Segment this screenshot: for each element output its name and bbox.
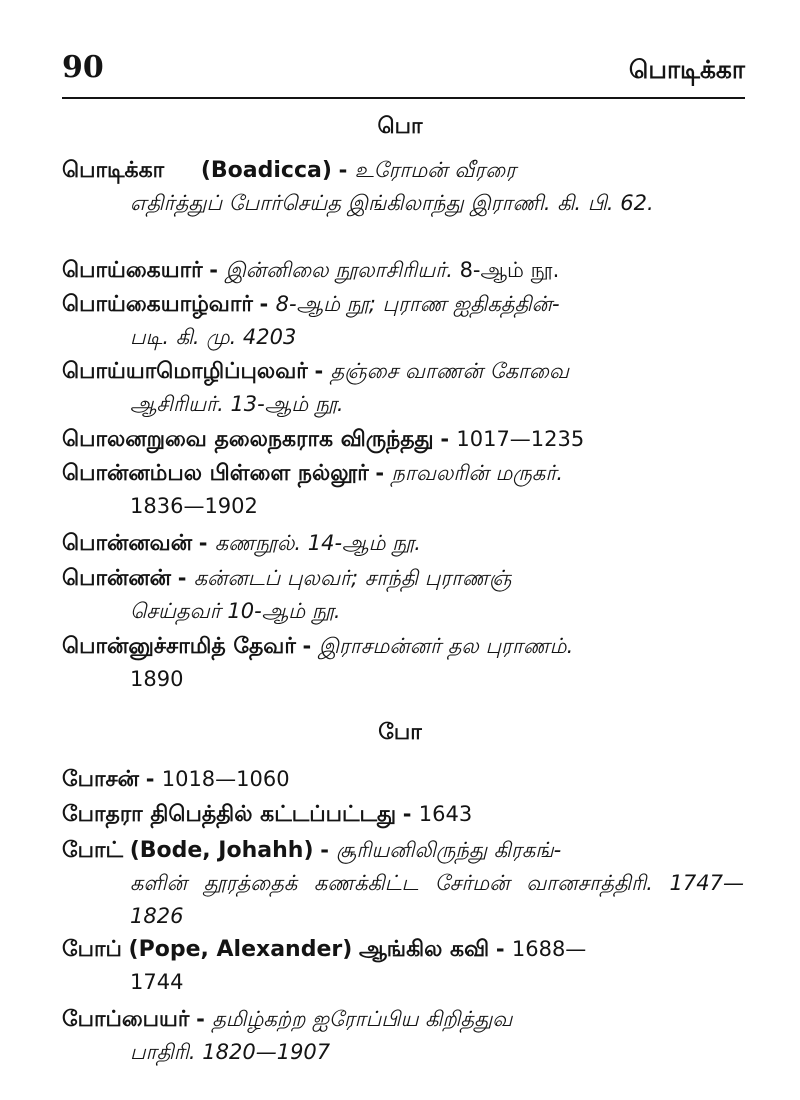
entry-ponnambala-pillai: பொன்னம்பல பிள்ளை நல்லூர் - நாவலரின் மருகர். 1836—1902	[62, 457, 744, 523]
entry-continuation: களின் தூரத்தைக் கணக்கிட்ட சேர்மன் வானசாத்திரி. 1747—1826	[130, 871, 744, 928]
entry-ponnan: பொன்னன் - கன்னடப் புலவர்; சாந்தி புராணஞ் செய்தவர் 10-ஆம் நூ.	[62, 562, 744, 628]
entry-headword: போட்	[62, 838, 123, 863]
entry-podikka: பொடிக்கா (Boadicca) - உரோமன் வீரரை எதிர்த்துப் போர்செய்த இங்கிலாந்து இராணி. கி. பி. 62.	[62, 154, 744, 220]
entry-description: சூரியனிலிருந்து கிரகங்-	[336, 838, 562, 862]
entry-ponnavan: பொன்னவன் - கணநூல். 14-ஆம் நூ.	[62, 531, 421, 556]
entry-date: 8-ஆம் நூ.	[459, 258, 560, 282]
entry-poykaiyazhvar: பொய்கையாழ்வார் - 8-ஆம் நூ; புராண ஐதிகத்தின்- படி. கி. மு. 4203	[62, 288, 744, 354]
entry-headword: பொன்னுச்சாமித் தேவர்	[62, 634, 296, 659]
entry-description: உரோமன் வீரரை	[354, 158, 516, 182]
entry-description: இராசமன்னர் தல புராணம்.	[318, 634, 574, 658]
entry-description: நாவலரின் மருகர்.	[391, 461, 563, 485]
entry-poyyamozhippulavar: பொய்யாமொழிப்புலவர் - தஞ்சை வாணன் கோவை ஆசிரியர். 13-ஆம் நூ.	[62, 355, 744, 421]
entry-headword: பொடிக்கா	[62, 158, 165, 183]
entry-description: கணநூல். 14-ஆம் நூ.	[214, 531, 421, 555]
entry-continuation: செய்தவர் 10-ஆம் நூ.	[130, 599, 341, 623]
entry-description: தஞ்சை வாணன் கோவை	[330, 359, 569, 383]
entry-headword: பொலனறுவை தலைநகராக விருந்தது	[62, 427, 434, 452]
entry-description: ஆங்கில கவி	[358, 937, 490, 962]
header-rule	[62, 97, 745, 99]
entry-description: தமிழ்கற்ற ஐரோப்பிய கிறித்துவ	[212, 1007, 513, 1031]
entry-latin: (Boadicca)	[200, 158, 332, 183]
section-heading-po: பொ	[377, 114, 423, 139]
entry-headword: போப்பையர்	[62, 1007, 190, 1032]
entry-date: 1688—	[511, 937, 587, 961]
entry-ponnuchchami-thevar: பொன்னுச்சாமித் தேவர் - இராசமன்னர் தல புராணம். 1890	[62, 630, 744, 696]
entry-continuation: படி. கி. மு. 4203	[130, 325, 297, 349]
entry-bode: போட் (Bode, Johahh) - சூரியனிலிருந்து கிரகங்- களின் தூரத்தைக் கணக்கிட்ட சேர்மன் வானசாத்திரி. 1747—1826	[62, 834, 744, 933]
entry-poykaiyar: பொய்கையார் - இன்னிலை நூலாசிரியர். 8-ஆம் நூ.	[62, 258, 560, 283]
entry-continuation: 1744	[130, 970, 184, 994]
entry-continuation: 1836—1902	[130, 494, 258, 518]
entry-polanaruvai: பொலனறுவை தலைநகராக விருந்தது - 1017—1235	[62, 427, 585, 452]
entry-potala: போதரா திபெத்தில் கட்டப்பட்டது - 1643	[62, 802, 473, 827]
entry-continuation: 1890	[130, 667, 184, 691]
running-head: பொடிக்கா	[628, 55, 745, 84]
entry-headword: போப்	[62, 937, 122, 962]
entry-headword: பொன்னம்பல பிள்ளை நல்லூர்	[62, 461, 369, 486]
entry-continuation: பாதிரி. 1820—1907	[130, 1040, 331, 1064]
page-number: 90	[62, 50, 104, 85]
entry-date: 1643	[418, 802, 473, 826]
entry-latin: (Pope, Alexander)	[128, 937, 353, 962]
entry-headword: பொன்னன்	[62, 566, 171, 591]
page-header	[62, 48, 745, 94]
entry-headword: பொய்கையார்	[62, 258, 203, 283]
entry-pope: போப் (Pope, Alexander) ஆங்கில கவி - 1688— 1744	[62, 933, 744, 999]
entry-headword: பொய்கையாழ்வார்	[62, 292, 253, 317]
entry-date: 1018—1060	[161, 767, 290, 791]
entry-headword: போதரா திபெத்தில் கட்டப்பட்டது	[62, 802, 397, 827]
entry-posan: போசன் - 1018—1060	[62, 767, 290, 792]
entry-headword: பொன்னவன்	[62, 531, 193, 556]
entry-description: 8-ஆம் நூ; புராண ஐதிகத்தின்-	[275, 292, 560, 316]
entry-headword: பொய்யாமொழிப்புலவர்	[62, 359, 308, 384]
entry-description: கன்னடப் புலவர்; சாந்தி புராணஞ்	[193, 566, 512, 590]
entry-poppaiyar: போப்பையர் - தமிழ்கற்ற ஐரோப்பிய கிறித்துவ பாதிரி. 1820—1907	[62, 1003, 744, 1069]
entry-continuation: ஆசிரியர். 13-ஆம் நூ.	[130, 392, 344, 416]
entry-date: 1017—1235	[456, 427, 585, 451]
entry-latin: (Bode, Johahh)	[129, 838, 314, 863]
entry-continuation: எதிர்த்துப் போர்செய்த இங்கிலாந்து இராணி. கி. பி. 62.	[130, 191, 654, 215]
entry-description: இன்னிலை நூலாசிரியர்.	[225, 258, 453, 282]
section-heading-po-long: போ	[378, 720, 422, 745]
entry-headword: போசன்	[62, 767, 139, 792]
